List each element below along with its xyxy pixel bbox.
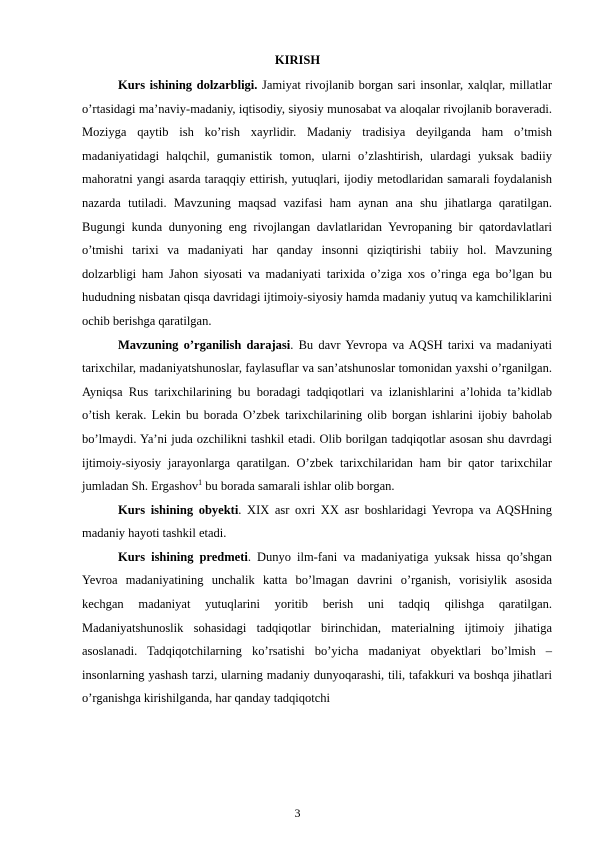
paragraph-text-tail: bu borada samarali ishlar olib borgan.	[202, 479, 395, 494]
paragraph-lead: Mavzuning o’rganilish darajasi	[118, 337, 291, 352]
paragraph-lead: Kurs ishining obyekti	[118, 502, 239, 517]
paragraph-text: . XIX asr oxri XX asr boshlaridagi Yevropa va AQSHning madaniy hayoti tashkil etadi.	[82, 502, 552, 541]
paragraph-lead: Kurs ishining predmeti	[118, 549, 248, 564]
paragraph-text: . Dunyo ilm-fani va madaniyatiga yuksak hissa qo’shgan Yevroa madaniyatining unchalik katta bo’lmagan davrini o’rganish, vorisiylik asosida kechgan madaniyat yutuqlarini yoritib berish uni tadqiq qilishga qaratilgan. Madaniyatshunoslik sohasidagi tadqiqotlar birinchidan, materialning ijtimoiy jihatiga asoslanadi. Tadqiqotchilarning ko’rsatishi bo’yicha madaniyat obyektlari bo’lmish – insonlarning yashash tarzi, ularning madaniy dunyoqarashi, tili, tafakkuri va boshqa jihatlari o’rganishga kirishilganda, har qanday tadqiqotchi	[82, 549, 552, 706]
paragraph-text: . Bu davr Yevropa va AQSH tarixi va madaniyati tarixchilar, madaniyatshunoslar, faylasuflar va san’atshunoslar tomonidan yaxshi o’rganilgan. Ayniqsa Rus tarixchilarining bu boradagi tadqiqotlari va izlanishlarini a’lohida ta’kidlab o’tish kerak. Lekin bu borada O’zbek tarixchilarining olib borgan ishlarini ijobiy baholab bo’lmaydi. Ya’ni juda ozchilikni tashkil etadi. Olib borilgan tadqiqotlar asosan shu davrdagi ijtimoiy-siyosiy jarayonlarga qaratilgan. O’zbek tarixchilaridan ham bir qator tarixchilar jumladan Sh. Ergashov	[82, 337, 552, 494]
paragraph-object	[82, 499, 552, 546]
footnote-marker[interactable]: 1	[198, 477, 203, 487]
paragraph-subject	[82, 546, 552, 711]
paragraph-research-level	[82, 334, 552, 499]
section-heading: KIRISH	[274, 53, 321, 67]
paragraph-lead: Kurs ishining dolzarbligi.	[118, 78, 258, 92]
paragraph-relevance	[82, 74, 552, 334]
paragraph-text: Jamiyat rivojlanib borgan sari insonlar, xalqlar, millatlar o’rtasidagi ma’naviy-madaniy, iqtisodiy, siyosiy munosabat va aloqalar rivojlanib boraveradi. Moziyga qaytib ish ko’rish xayrlidir. Madaniy tradisiya deyilganda ham o’tmish madaniyatidagi halqchil, gumanistik tomon, ularni o’zlashtirish, ulardagi yuksak badiiy mahoratni yangi asarda taraqqiy ettirish, yutuqlari, ijodiy metodlaridan samarali foydalanish nazarda tutiladi. Mavzuning maqsad vazifasi ham aynan ana shu jihatlarga qaratilgan. Bugungi kunda dunyoning eng rivojlangan davlatlaridan Yevropaning bir qatordavlatlari o’tmishi tarixi va madaniyati har qanday insonni qiziqtirishi tabiiy hol. Mavzuning dolzarbligi ham Jahon siyosati va madaniyati tarixida o’ziga xos o’ringa ega bo’lgan bu hududning nisbatan qisqa davridagi ijtimoiy-siyosiy hamda madaniy yutuq va kamchiliklarini ochib berishga qaratilgan.	[82, 78, 552, 328]
page-number: 3	[294, 806, 301, 820]
document-body	[82, 74, 552, 711]
